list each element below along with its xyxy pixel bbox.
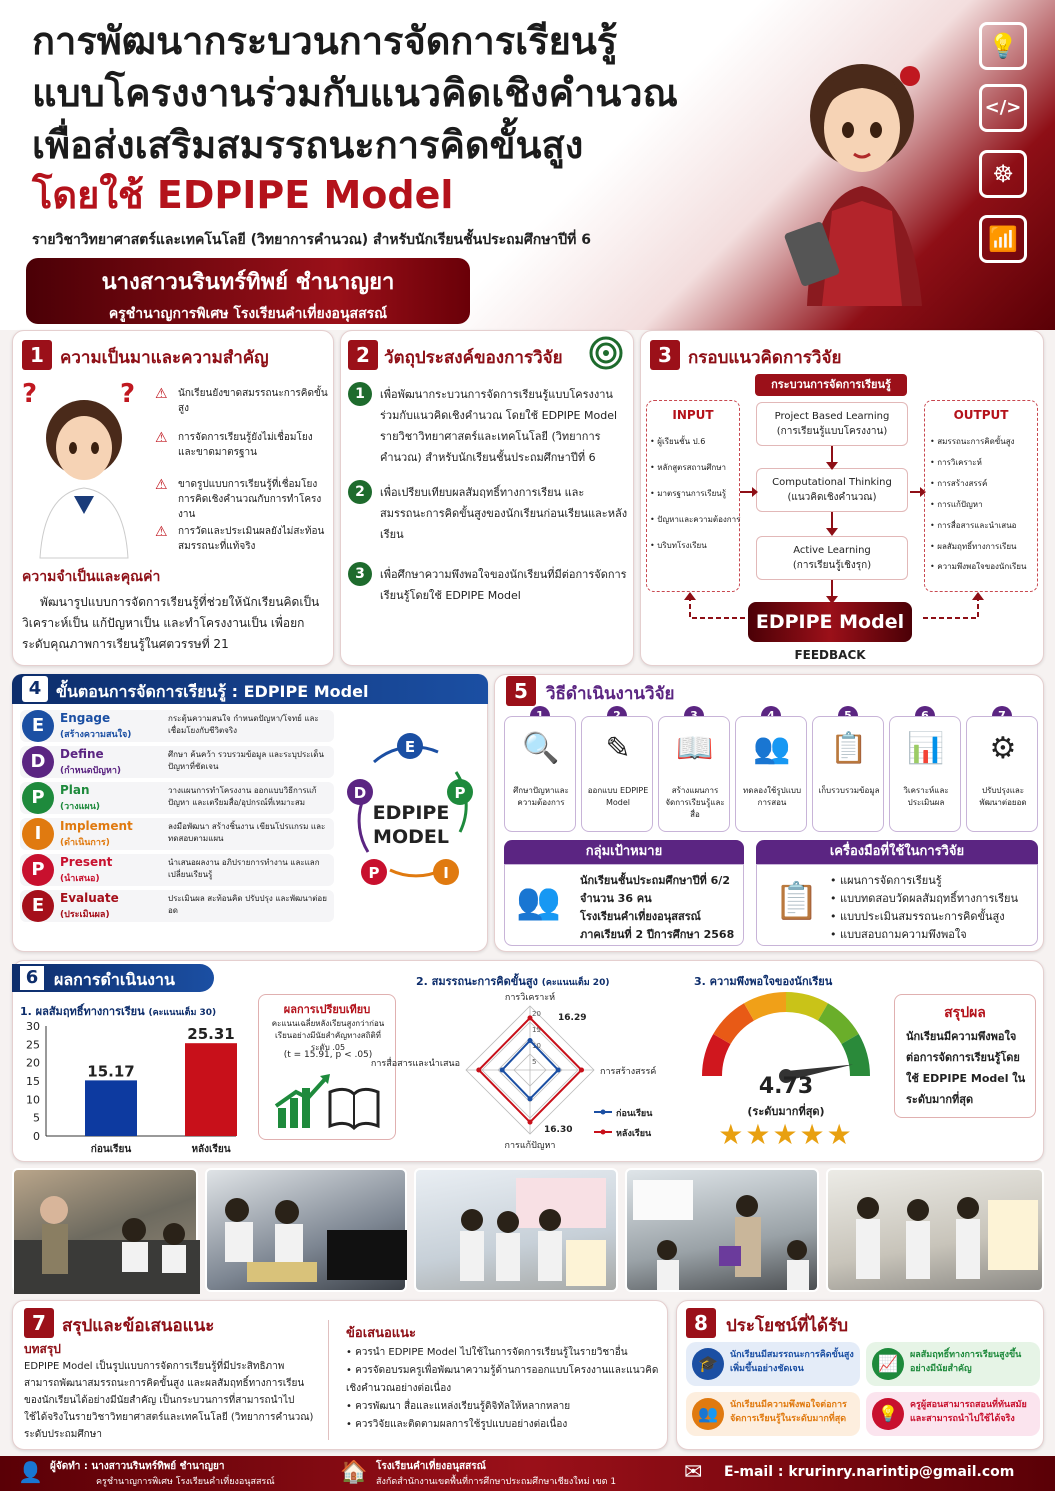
cycle-letter: I (443, 864, 449, 882)
y-tick-label: 0 (33, 1130, 40, 1143)
section-title: วิธีดำเนินงานวิจัย (546, 684, 675, 704)
cycle-label-2: MODEL (373, 826, 449, 848)
method-text: สร้างแผนการจัดการเรียนรู้และสื่อ (665, 786, 725, 819)
cycle-label-1: EDPIPE (372, 802, 450, 824)
legend-label: ก่อนเรียน (616, 1109, 653, 1119)
output-item: • ผลสัมฤทธิ์ทางการเรียน (930, 542, 1017, 551)
magnifier-icon: 🔍 (522, 731, 560, 766)
suggest-label: ข้อเสนอแนะ (346, 1326, 417, 1341)
output-text: การวิเคราะห์ (937, 458, 982, 467)
output-text: การแก้ปัญหา (937, 500, 983, 509)
step-name: Implement (60, 819, 133, 833)
input-label: INPUT (672, 408, 714, 422)
person-icon: 👤 (18, 1460, 43, 1484)
title-line-4: โดยใช้ EDPIPE Model (32, 173, 454, 217)
step-description: ลงมือพัฒนา สร้างชิ้นงาน เขียนโปรแกรม และทดสอบตามแผน (168, 822, 326, 843)
gears-icon: ⚙ (989, 731, 1017, 766)
edpipe-step-row (20, 782, 334, 814)
section-number: 5 (506, 676, 536, 706)
radar-axis-label: การสร้างสรรค์ (600, 1067, 657, 1077)
cycle-letter: P (368, 864, 380, 882)
method-text: ปรับปรุงและพัฒนาต่อยอด (979, 786, 1027, 807)
method-text: ทดลองใช้รูปแบบการสอน (742, 786, 802, 807)
photo-3 (414, 1168, 618, 1292)
gauge-segment (749, 1002, 786, 1012)
photo-1 (12, 1168, 198, 1292)
radar-ring-label: 10 (532, 1042, 541, 1050)
target-line: โรงเรียนคำเที่ยงอนุสสรณ์ (580, 910, 701, 923)
checklist-icon: 📋 (774, 881, 819, 922)
target-line: ภาคเรียนที่ 2 ปีการศึกษา 2568 (580, 928, 735, 941)
benefit-card (686, 1392, 860, 1436)
edpipe-step-row (20, 854, 334, 886)
chart2-title (416, 972, 609, 990)
gauge-segment (722, 1012, 749, 1039)
photo-5 (826, 1168, 1044, 1292)
cycle-letter: D (353, 784, 367, 802)
warning-icon: ⚠ (155, 386, 168, 402)
author-position: ครูชำนาญการพิเศษ โรงเรียนคำเที่ยงอนุสสรณ์ (108, 306, 388, 322)
method-text: เก็บรวบรวมข้อมูล (818, 786, 880, 795)
teacher-illustration (752, 6, 972, 326)
section-title: ผลการดำเนินงาน (54, 970, 175, 989)
edpipe-step-row (20, 890, 334, 922)
clipboard-icon: 📋 (830, 731, 868, 766)
section-number: 6 (20, 966, 44, 990)
tool-item: แผนการจัดการเรียนรู้ (840, 874, 942, 887)
method-text: วิเคราะห์และประเมินผล (903, 786, 949, 807)
step-letter-badge: E (22, 890, 54, 922)
summary-text: นักเรียนมีความพึงพอใจต่อการจัดการเรียนรู้โดยใช้ EDPIPE Model ในระดับมากที่สุด (906, 1030, 1026, 1106)
compare-stat: (t = 15.91, p < .05) (283, 1050, 373, 1060)
step-description: ประเมินผล สะท้อนคิด ปรับปรุง และพัฒนาต่อยอด (168, 894, 327, 915)
bar-chart-icon: 📊 (907, 731, 945, 766)
objective-text: เพื่อศึกษาความพึงพอใจของนักเรียนที่มีต่อการจัดการเรียนรู้โดยใช้ EDPIPE Model (380, 568, 627, 602)
radar-point (500, 1068, 505, 1073)
radar-data-label: 16.29 (558, 1013, 587, 1023)
benefit-card (686, 1342, 860, 1386)
problem-text: การวัดและประเมินผลยังไม่สะท้อนสมรรถนะที่แท้จริง (178, 526, 325, 552)
chart2-note: (คะแนนเต็ม 20) (541, 978, 610, 988)
benefit-text: นักเรียนมีความพึงพอใจต่อการจัดการเรียนรู้ในระดับมากที่สุด (730, 1400, 847, 1424)
method-card (504, 716, 576, 832)
footer-name: นางสาวนรินทร์ทิพย์ ชำนาญยา (91, 1461, 225, 1472)
problem-text: ขาดรูปแบบการเรียนรู้ที่เชื่อมโยงการคิดเชิงคำนวณกับการทำโครงงาน (178, 479, 322, 520)
input-text: ผู้เรียนชั้น ป.6 (657, 437, 706, 446)
output-item: • การสื่อสารและนำเสนอ (930, 521, 1017, 530)
step-description: นำเสนอผลงาน อภิปรายการทำงาน และแลกเปลี่ยนเรียนรู้ (168, 858, 320, 879)
step-thai-name: (นำเสนอ) (60, 874, 100, 884)
growth-chart-icon: 📈 (872, 1348, 904, 1380)
footer (0, 1456, 1055, 1491)
process-th: (การเรียนรู้แบบโครงงาน) (776, 426, 888, 437)
objective-text: เพื่อเปรียบเทียบผลสัมฤทธิ์ทางการเรียน และสมรรถนะการคิดขั้นสูงของนักเรียนก่อนเรียนและหลังเรียน (380, 486, 628, 541)
legend-marker (601, 1110, 606, 1115)
step-name: Engage (60, 711, 111, 725)
footer-school: โรงเรียนคำเที่ยงอนุสสรณ์ (376, 1461, 486, 1472)
compare-text: คะแนนเฉลี่ยหลังเรียนสูงกว่าก่อนเรียนอย่างมีนัยสำคัญทางสถิติที่ระดับ .05 (271, 1019, 385, 1052)
section-title: ขั้นตอนการจัดการเรียนรู้ : EDPIPE Model (56, 682, 369, 701)
method-card (966, 716, 1038, 832)
gauge-segment (823, 1012, 850, 1039)
conclusion-text: EDPIPE Model เป็นรูปแบบการจัดการเรียนรู้ที่มีประสิทธิภาพ สามารถพัฒนาสมรรถนะการคิดขั้นสูง และผลสัมฤทธิ์ทางการเรียนของนักเรียนได้อย่างมีนัยสำคัญ เป็นกระบวนการที่สามารถนำไปใช้ได้จริงในรายวิชาวิทยาศาสตร์และเทคโนโลยี (วิทยาการคำนวณ) ระดับประถมศึกษา (24, 1361, 314, 1440)
gauge-label: (ระดับมากที่สุด) (747, 1105, 825, 1118)
tools-list: • แผนการจัดการเรียนรู้ • แบบทดสอบวัดผลสัมฤทธิ์ทางการเรียน • แบบประเมินสมรรถนะการคิดขั้นสูง • แบบสอบถามความพึงพอใจ (830, 874, 1019, 941)
school-icon: 🏠 (340, 1460, 368, 1485)
edpipe-step-row (20, 818, 334, 850)
radar-ring-label: 20 (532, 1010, 541, 1018)
step-thai-name: (สร้างความสนใจ) (60, 730, 132, 740)
output-text: การสร้างสรรค์ (937, 479, 988, 488)
footer-position: ครูชำนาญการพิเศษ โรงเรียนคำเที่ยงอนุสสรณ์ (96, 1477, 275, 1487)
input-text: มาตรฐานการเรียนรู้ (657, 489, 727, 498)
cycle-letter: E (404, 738, 416, 756)
process-name: Computational Thinking (772, 477, 892, 488)
brain-icon: ☸ (979, 150, 1027, 198)
subtitle: รายวิชาวิทยาศาสตร์และเทคโนโลยี (วิทยาการคำนวณ) สำหรับนักเรียนชั้นประถมศึกษาปีที่ 6 (32, 232, 592, 248)
suggestion-item: ควรวิจัยและติดตามผลการใช้รูปแบบอย่างต่อเนื่อง (355, 1419, 568, 1430)
radar-axis-label: การแก้ปัญหา (504, 1141, 556, 1151)
radar-point (556, 1068, 561, 1073)
input-text: บริบทโรงเรียน (657, 541, 707, 550)
objective-number: 3 (348, 562, 372, 586)
thinking-radar-chart (370, 990, 672, 1152)
input-item: • ปัญหาและความต้องการ (650, 515, 741, 524)
output-item: • การสร้างสรรค์ (930, 479, 988, 488)
divider (328, 1320, 329, 1440)
summary-label: บทสรุป (24, 1342, 61, 1356)
step-letter-badge: D (22, 746, 54, 778)
tool-item: แบบสอบถามความพึงพอใจ (840, 928, 967, 941)
step-letter-badge: E (22, 710, 54, 742)
footer-office: สังกัดสำนักงานเขตพื้นที่การศึกษาประถมศึกษาเชียงใหม่ เขต 1 (376, 1477, 617, 1487)
svg-text:?: ? (120, 379, 136, 409)
title-line-1: การพัฒนากระบวนการจัดการเรียนรู้ (32, 19, 618, 63)
radar-axis-label: การวิเคราะห์ (504, 993, 556, 1003)
need-text: พัฒนารูปแบบการจัดการเรียนรู้ที่ช่วยให้นักเรียนคิดเป็น วิเคราะห์เป็น แก้ปัญหาเป็น และทำโครงงานเป็น เพื่อยกระดับคุณภาพการเรียนรู้ในศตวรรษที่ 21 (22, 595, 320, 651)
output-item: • ความพึงพอใจของนักเรียน (930, 562, 1027, 571)
legend-marker (601, 1130, 606, 1135)
summary-title: สรุปผล (944, 1005, 986, 1021)
radar-point (528, 1015, 533, 1020)
method-card (658, 716, 730, 832)
radar-point (528, 1096, 533, 1101)
step-letter-badge: P (22, 854, 54, 886)
benefit-text: นักเรียนมีสมรรถนะการคิดขั้นสูงเพิ่มขึ้นอย่างชัดเจน (730, 1350, 854, 1374)
warning-icon: ⚠ (155, 524, 168, 540)
output-text: ผลสัมฤทธิ์ทางการเรียน (937, 542, 1017, 551)
growth-book-icon (274, 1072, 384, 1130)
legend-label: หลังเรียน (616, 1129, 652, 1139)
gauge-segment (786, 1002, 823, 1012)
lightbulb-icon: 💡 (872, 1398, 904, 1430)
warning-icon: ⚠ (155, 477, 168, 493)
method-text: ออกแบบ EDPIPE Model (587, 786, 649, 807)
bar-value-label: 25.31 (187, 1025, 235, 1044)
gauge-segment (712, 1039, 722, 1076)
suggestion-item: ควรพัฒนา สื่อและแหล่งเรียนรู้ดิจิทัลให้หลากหลาย (355, 1401, 571, 1412)
step-thai-name: (ประเมินผล) (60, 910, 110, 920)
output-text: การสื่อสารและนำเสนอ (937, 521, 1017, 530)
y-tick-label: 10 (26, 1093, 40, 1107)
tool-item: แบบทดสอบวัดผลสัมฤทธิ์ทางการเรียน (840, 892, 1019, 905)
suggestion-item: ควรจัดอบรมครูเพื่อพัฒนาความรู้ด้านการออกแบบโครงงานและแนวคิดเชิงคำนวณอย่างต่อเนื่อง (346, 1365, 659, 1394)
suggestion-item: ควรนำ EDPIPE Model ไปใช้ในการจัดการเรียนรู้ในรายวิชาอื่น (355, 1347, 628, 1358)
graduation-cap-icon: 🎓 (692, 1348, 724, 1380)
warning-icon: ⚠ (155, 430, 168, 446)
step-name: Present (60, 855, 113, 869)
radar-data-label: 16.30 (544, 1125, 573, 1135)
y-tick-label: 25 (26, 1038, 40, 1052)
x-tick-label: หลังเรียน (191, 1144, 231, 1155)
y-tick-label: 5 (33, 1111, 40, 1125)
target-line: นักเรียนชั้นประถมศึกษาปีที่ 6/2 (580, 874, 730, 887)
section-number: 7 (24, 1308, 54, 1338)
step-letter-badge: P (22, 782, 54, 814)
target-line: จำนวน 36 คน (580, 892, 652, 905)
target-lines (580, 872, 734, 944)
radar-ring-label: 15 (532, 1026, 541, 1034)
mail-icon: ✉ (684, 1460, 703, 1485)
author-name: นางสาวนรินทร์ทิพย์ ชำนาญยา (101, 270, 395, 295)
cycle-letter: P (454, 784, 466, 802)
code-icon: </> (979, 84, 1027, 132)
process-label: กระบวนการจัดการเรียนรู้ (755, 374, 907, 396)
output-item: • สมรรถนะการคิดขั้นสูง (930, 437, 1015, 446)
input-item: • หลักสูตรสถานศึกษา (650, 463, 727, 472)
student-illustration (20, 378, 148, 558)
benefit-card (866, 1392, 1040, 1436)
output-item: • การวิเคราะห์ (930, 458, 982, 467)
footer-email[interactable]: E-mail : krurinry.narintip@gmail.com (724, 1464, 1015, 1480)
section-title: ประโยชน์ที่ได้รับ (726, 1316, 849, 1336)
process-name: Project Based Learning (774, 411, 890, 422)
book-icon: 📖 (676, 731, 714, 766)
output-label: OUTPUT (953, 408, 1009, 422)
gauge-value: 4.73 (758, 1074, 814, 1099)
step-letter-badge: I (22, 818, 54, 850)
objective-text: เพื่อพัฒนากระบวนการจัดการเรียนรู้แบบโครงงานร่วมกับแนวคิดเชิงคำนวณ โดยใช้ EDPIPE Model รายวิชาวิทยาศาสตร์และเทคโนโลยี (วิทยาการคำนวณ) สำหรับนักเรียนชั้นประถมศึกษาปีที่ 6 (380, 388, 618, 464)
method-card (889, 716, 961, 832)
tool-item: แบบประเมินสมรรถนะการคิดขั้นสูง (840, 910, 1005, 923)
input-item: • ผู้เรียนชั้น ป.6 (650, 437, 706, 446)
y-tick-label: 15 (26, 1075, 40, 1088)
section-number: 4 (22, 676, 48, 702)
step-description: วางแผนการทำโครงงาน ออกแบบวิธีการแก้ปัญหา และเตรียมสื่อ/อุปกรณ์ที่เหมาะสม (168, 786, 317, 807)
chart1-title-text: 1. ผลสัมฤทธิ์ทางการเรียน (20, 1005, 145, 1018)
step-thai-name: (กำหนดปัญหา) (60, 766, 122, 776)
section-title: วัตถุประสงค์ของการวิจัย (384, 348, 563, 368)
benefit-text: ผลสัมฤทธิ์ทางการเรียนสูงขึ้นอย่างมีนัยสำคัญ (910, 1350, 1022, 1374)
y-tick-label: 20 (26, 1056, 40, 1070)
chart1-note: (คะแนนเต็ม 30) (148, 1008, 217, 1018)
radar-ring-label: 5 (532, 1058, 537, 1066)
output-text: สมรรถนะการคิดขั้นสูง (937, 437, 1015, 446)
need-title: ความจำเป็นและคุณค่า (22, 569, 161, 585)
section-number: 1 (22, 340, 52, 370)
radar-point (476, 1068, 481, 1073)
bar (85, 1080, 137, 1136)
edpipe-step-row (20, 746, 334, 778)
step-name: Define (60, 747, 104, 761)
feedback-label: FEEDBACK (794, 648, 866, 662)
bar (185, 1043, 237, 1136)
pencil-icon: ✎ (605, 731, 631, 766)
rating-stars-icon: ★★★★★ (718, 1118, 854, 1151)
target-title: กลุ่มเป้าหมาย (504, 840, 744, 864)
benefit-card (866, 1342, 1040, 1386)
photo-4 (625, 1168, 819, 1292)
output-item: • การแก้ปัญหา (930, 500, 983, 509)
radar-point (528, 1120, 533, 1125)
chart2-title-text: 2. สมรรถนะการคิดขั้นสูง (416, 975, 538, 988)
input-item: • มาตรฐานการเรียนรู้ (650, 489, 727, 498)
process-th: (การเรียนรู้เชิงรุก) (792, 560, 872, 571)
step-thai-name: (วางแผน) (60, 802, 100, 812)
objective-number: 1 (348, 382, 372, 406)
problem-text: นักเรียนยังขาดสมรรถนะการคิดขั้นสูง (178, 388, 328, 414)
input-text: ปัญหาและความต้องการ (657, 515, 741, 524)
problem-text: การจัดการเรียนรู้ยังไม่เชื่อมโยงและขาดมาตรฐาน (178, 432, 313, 458)
radar-point (528, 1038, 533, 1043)
edpipe-step-row (20, 710, 334, 742)
chart3-title: 3. ความพึงพอใจของนักเรียน (694, 975, 833, 988)
section-number: 8 (686, 1308, 716, 1338)
section-title: ความเป็นมาและความสำคัญ (60, 348, 269, 368)
footer-maker (50, 1459, 224, 1474)
objective-number: 2 (348, 480, 372, 504)
svg-text:?: ? (22, 379, 38, 409)
process-th: (แนวคิดเชิงคำนวณ) (787, 492, 877, 503)
model-badge: EDPIPE Model (748, 602, 912, 642)
tools-title: เครื่องมือที่ใช้ในการวิจัย (756, 840, 1038, 864)
compare-title: ผลการเปรียบเทียบ (283, 1003, 371, 1016)
method-card (735, 716, 807, 832)
title-line-3: เพื่อส่งเสริมสมรรถนะการคิดขั้นสูง (32, 123, 584, 167)
bar-value-label: 15.17 (87, 1062, 135, 1081)
method-card (581, 716, 653, 832)
input-text: หลักสูตรสถานศึกษา (657, 463, 727, 472)
chart-icon: 📶 (979, 215, 1027, 263)
gauge-segment (850, 1039, 860, 1076)
step-thai-name: (ดำเนินการ) (60, 838, 110, 848)
step-name: Evaluate (60, 891, 119, 905)
radar-point (579, 1068, 584, 1073)
step-description: กระตุ้นความสนใจ กำหนดปัญหา/โจทย์ และเชื่อมโยงกับชีวิตจริง (168, 714, 319, 735)
section-title: สรุปและข้อเสนอแนะ (62, 1316, 215, 1336)
x-tick-label: ก่อนเรียน (90, 1144, 132, 1155)
footer-label: ผู้จัดทำ : (50, 1461, 88, 1472)
author-box (26, 258, 470, 324)
title-line-2: แบบโครงงานร่วมกับแนวคิดเชิงคำนวณ (32, 71, 678, 115)
step-name: Plan (60, 783, 90, 797)
step-description: ศึกษา ค้นคว้า รวบรวมข้อมูล และระบุประเด็นปัญหาที่ชัดเจน (168, 750, 324, 771)
section-title: กรอบแนวคิดการวิจัย (688, 348, 842, 368)
achievement-bar-chart (16, 1014, 246, 1158)
group-icon: 👥 (516, 881, 561, 922)
input-item: • บริบทโรงเรียน (650, 541, 707, 550)
photo-2 (205, 1168, 407, 1292)
output-text: ความพึงพอใจของนักเรียน (937, 562, 1027, 571)
section-number: 3 (650, 340, 680, 370)
lightbulb-icon: 💡 (979, 22, 1027, 70)
target-icon (588, 335, 624, 371)
suggestion-list: • ควรนำ EDPIPE Model ไปใช้ในการจัดการเรียนรู้ในรายวิชาอื่น • ควรจัดอบรมครูเพื่อพัฒนาความรู้ด้านการออกแบบโครงงานและแนวคิดเชิงคำนวณอย่างต่อเนื่อง • ควรพัฒนา สื่อและแหล่งเรียนรู้ดิจิทัลให้หลากหลาย • ควรวิจัยและติดตามผลการใช้รูปแบบอย่างต่อเนื่อง (346, 1347, 659, 1430)
y-tick-label: 30 (26, 1020, 40, 1033)
section-number: 2 (348, 340, 378, 370)
process-name: Active Learning (793, 545, 871, 556)
people-icon: 👥 (753, 731, 791, 766)
benefit-text: ครูผู้สอนสามารถสอนที่ทันสมัยและสามารถนำไปใช้ได้จริง (910, 1400, 1027, 1424)
method-card (812, 716, 884, 832)
students-icon: 👥 (692, 1398, 724, 1430)
radar-axis-label: การสื่อสารและนำเสนอ (370, 1059, 460, 1069)
method-text: ศึกษาปัญหาและความต้องการ (513, 786, 569, 807)
